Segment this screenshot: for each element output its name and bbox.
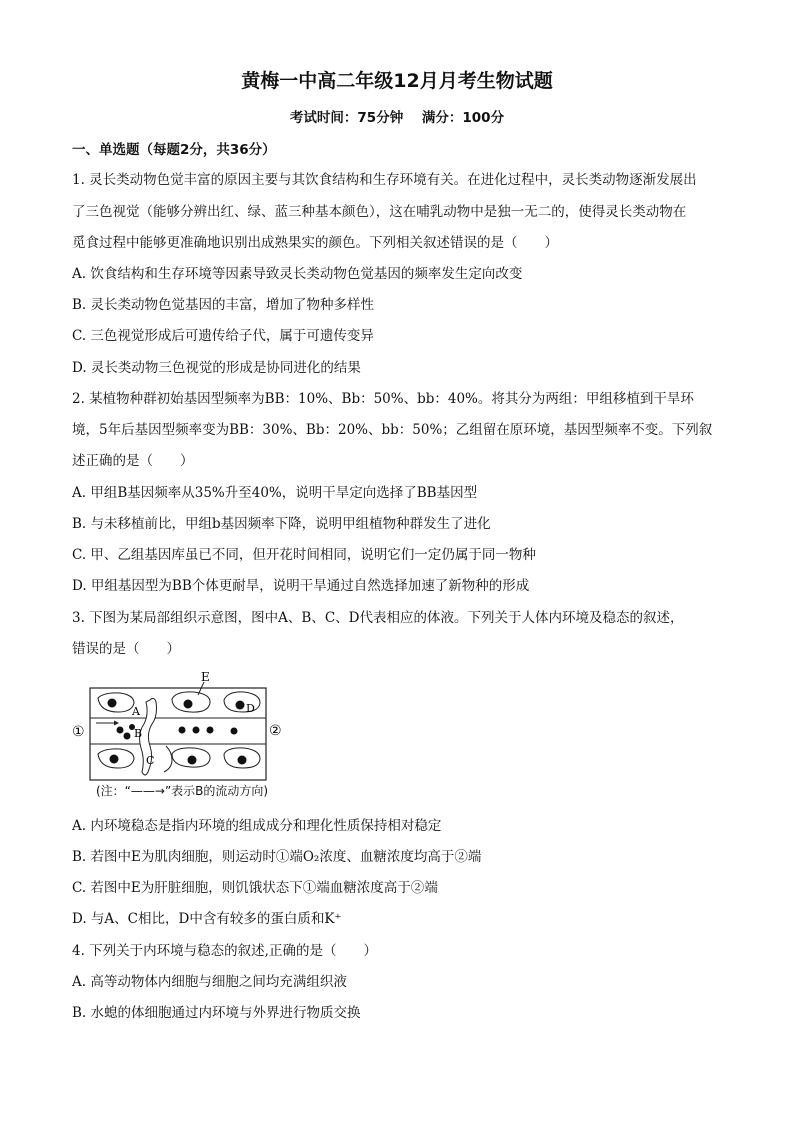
question-1-line: 了三色视觉（能够分辨出红、绿、蓝三种基本颜色），这在哺乳动物中是独一无二的，使得灵长类动物在	[72, 204, 687, 220]
question-4-option-b: B. 水螅的体细胞通过内环境与外界进行物质交换	[72, 1005, 361, 1021]
blood-cell	[179, 727, 186, 734]
question-3-line: 3. 下图为某局部组织示意图，图中A、B、C、D代表相应的体液。下列关于人体内环境及稳态的叙述，	[72, 610, 684, 626]
blood-cell	[207, 727, 214, 734]
blood-cell	[231, 728, 238, 735]
cell-nucleus	[184, 700, 193, 709]
question-2-line: 境，5年后基因型频率变为BB：30%、Bb：20%、bb：50%；乙组留在原环境，基因型频率不变。下列叙	[72, 422, 713, 438]
question-2-option-b: B. 与未移植前比，甲组b基因频率下降，说明甲组植物种群发生了进化	[72, 516, 491, 532]
cell-nucleus	[238, 756, 247, 765]
question-1-line: 觅食过程中能够更准确地识别出成熟果实的颜色。下列相关叙述错误的是（ ）	[72, 235, 558, 251]
label-e: E	[201, 670, 210, 684]
lymph-vessel-branch	[164, 746, 172, 772]
section-heading: 一、单选题（每题2分，共36分）	[72, 142, 276, 158]
figure-caption: (注：“——→”表示B的流动方向)	[96, 784, 269, 798]
flow-arrowhead	[114, 721, 119, 726]
cell-nucleus	[110, 755, 119, 764]
question-3-option-b: B. 若图中E为肌肉细胞，则运动时①端O₂浓度、血糖浓度均高于②端	[72, 849, 482, 865]
cell-nucleus	[108, 699, 117, 708]
label-c: C	[146, 754, 155, 767]
label-b: B	[134, 727, 143, 740]
question-3-line: 错误的是（ ）	[72, 641, 180, 657]
question-1-option-c: C. 三色视觉形成后可遗传给子代，属于可遗传变异	[72, 328, 374, 344]
question-3-option-d: D. 与A、C相比，D中含有较多的蛋白质和K⁺	[72, 911, 342, 927]
question-3-option-c: C. 若图中E为肝脏细胞，则饥饿状态下①端血糖浓度高于②端	[72, 880, 438, 896]
label-a: A	[132, 705, 140, 718]
blood-cell	[193, 727, 200, 734]
question-3-option-a: A. 内环境稳态是指内环境的组成成分和理化性质保持相对稳定	[72, 818, 442, 834]
blood-cell	[124, 733, 131, 740]
question-1-option-a: A. 饮食结构和生存环境等因素导致灵长类动物色觉基因的频率发生定向改变	[72, 266, 523, 282]
question-1-option-d: D. 灵长类动物三色视觉的形成是协同进化的结果	[72, 360, 361, 376]
question-2-line: 述正确的是（ ）	[72, 453, 194, 469]
cell-nucleus	[236, 701, 245, 710]
question-2-line: 2. 某植物种群初始基因型频率为BB：10%、Bb：50%、bb：40%。将其分为两组：甲组移植到干旱环	[72, 391, 694, 407]
cell-nucleus	[188, 756, 197, 765]
label-end-1: ①	[72, 724, 85, 740]
page-title: 黄梅一中高二年级12月月考生物试题	[241, 70, 553, 92]
question-2-option-a: A. 甲组B基因频率从35%升至40%，说明干旱定向选择了BB基因型	[72, 485, 478, 501]
question-4-option-a: A. 高等动物体内细胞与细胞之间均充满组织液	[72, 974, 347, 990]
label-d: D	[246, 702, 255, 715]
question-1-line: 1. 灵长类动物色觉丰富的原因主要与其饮食结构和生存环境有关。在进化过程中，灵长类动物逐渐发展出	[72, 172, 697, 188]
question-2-option-d: D. 甲组基因型为BB个体更耐旱，说明干旱通过自然选择加速了新物种的形成	[72, 578, 530, 594]
exam-info: 考试时间：75分钟 满分：100分	[289, 110, 505, 126]
question-4-line: 4. 下列关于内环境与稳态的叙述,正确的是（ ）	[72, 943, 377, 959]
question-1-option-b: B. 灵长类动物色觉基因的丰富，增加了物种多样性	[72, 297, 375, 313]
blood-cell	[117, 727, 124, 734]
label-end-2: ②	[269, 723, 282, 739]
question-2-option-c: C. 甲、乙组基因库虽已不同，但开花时间相同，说明它们一定仍属于同一物种	[72, 547, 536, 563]
